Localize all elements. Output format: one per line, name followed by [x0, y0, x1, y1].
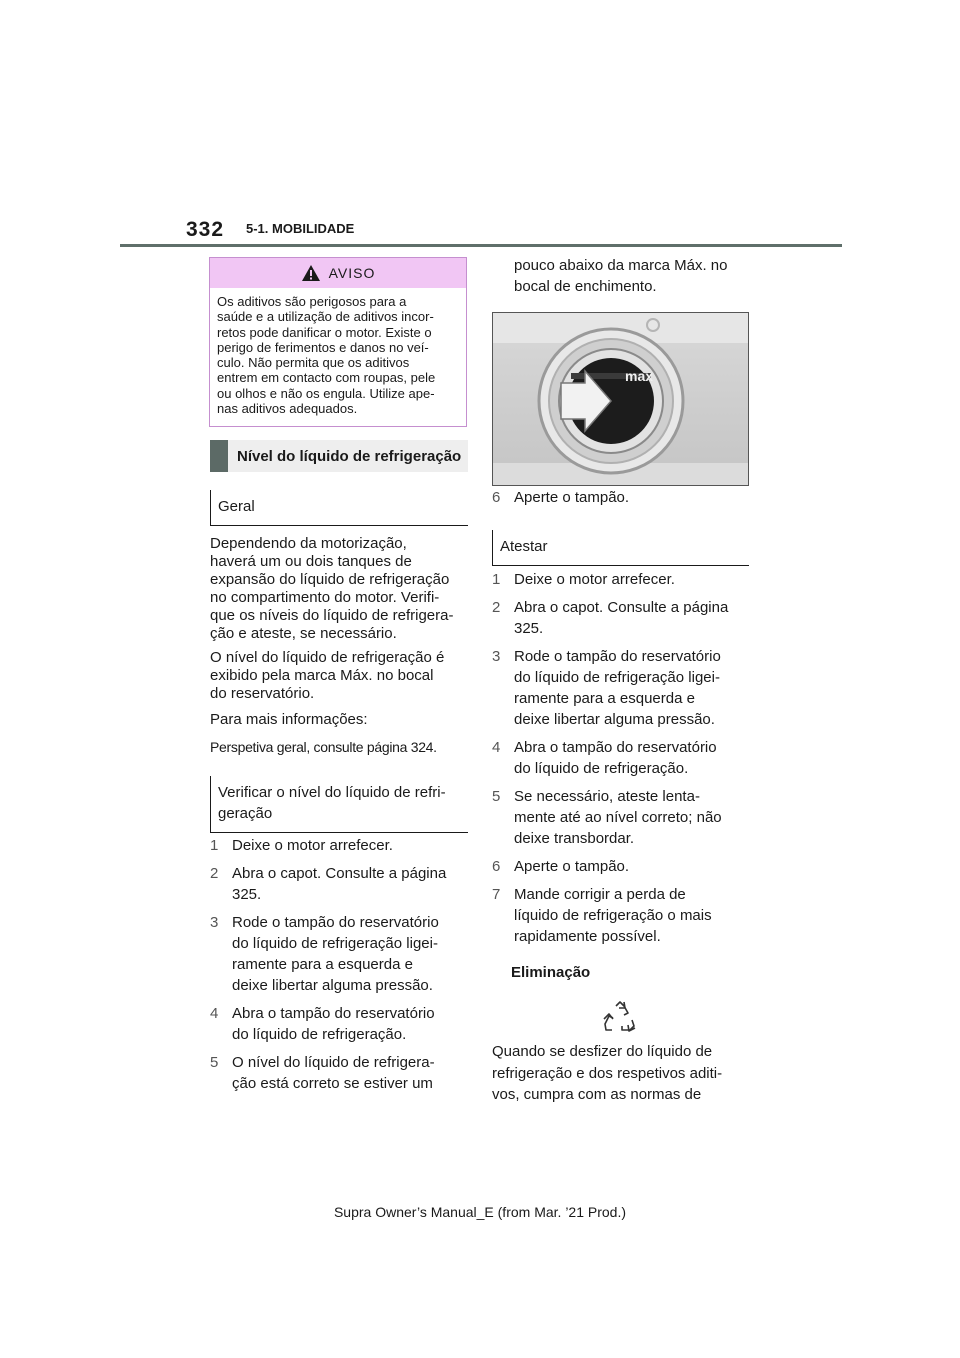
page-number: 332 [186, 218, 225, 241]
disposal-paragraph: Quando se desfizer do líquido de refrigeração e dos respetivos aditi- vos, cumpra com as normas de [492, 1043, 723, 1103]
check-steps [210, 835, 472, 1094]
section-heading: Nível do líquido de refrigeração [210, 440, 468, 472]
warning-header [210, 258, 466, 288]
list-item: 2 Abra o capot. Consulte a página 325. [492, 599, 729, 637]
step-continuation: pouco abaixo da marca Máx. no bocal de enchimento. [514, 257, 728, 295]
page-reference: Perspetiva geral, consulte página 324. [210, 739, 437, 755]
warning-text: Os aditivos são perigosos para a saúde e a utilização de aditivos incor- retos pode danificar o motor. Existe o perigo de ferimentos e danos no veí- culo. Não permita que os aditivos entrem em contacto com roupas, pele ou olhos e não os engula. Utilize ape- nas aditivos adequados. [217, 294, 436, 417]
general-paragraph-2: O nível do líquido de refrigeração é exibido pela marca Máx. no bocal do reservatório. [210, 649, 445, 702]
page-footer: Supra Owner’s Manual_E (from Mar. ’21 Prod.) [333, 1204, 627, 1220]
subheading-check: Verificar o nível do líquido de refri- geração [210, 776, 468, 833]
list-item: 1 Deixe o motor arrefecer. [210, 837, 393, 854]
list-item: 7 Mande corrigir a perda de líquido de refrigeração o mais rapidamente possível. [492, 886, 712, 945]
list-item: 4 Abra o tampão do reservatório do líquido de refrigeração. [210, 1005, 435, 1043]
recycle-icon [602, 1000, 638, 1036]
general-paragraph-1: Dependendo da motorização, haverá um ou dois tanques de expansão do líquido de refrigeração no compartimento do motor. Verifi- que os níveis do líquido de refrigera- ção e ateste, se necessário. [210, 535, 454, 642]
reservoir-cap-illustration [492, 312, 749, 486]
warning-triangle-icon [301, 264, 321, 282]
list-item: 5 O nível do líquido de refrigera- ção está correto se estiver um [210, 1054, 435, 1092]
warning-title: AVISO [328, 265, 376, 281]
list-item: 6 Aperte o tampão. [492, 489, 630, 506]
list-item: 5 Se necessário, ateste lenta- mente até ao nível correto; não deixe transbordar. [492, 788, 722, 847]
subheading-general: Geral [210, 490, 468, 526]
header-divider [120, 244, 842, 247]
fill-steps [492, 569, 754, 947]
list-item: 3 Rode o tampão do reservatório do líquido de refrigeração ligei- ramente para a esquerda e deixe libertar alguma pressão. [210, 914, 439, 994]
subheading-fill: Atestar [492, 530, 749, 566]
list-item: 3 Rode o tampão do reservatório do líquido de refrigeração ligei- ramente para a esquerda e deixe libertar alguma pressão. [492, 648, 721, 728]
disposal-heading: Eliminação [511, 964, 591, 981]
warning-box [209, 257, 467, 427]
list-item: 2 Abra o capot. Consulte a página 325. [210, 865, 447, 903]
list-item: 4 Abra o tampão do reservatório do líquido de refrigeração. [492, 739, 717, 777]
max-label: max [625, 368, 654, 384]
chapter-title: 5-1. MOBILIDADE [246, 221, 355, 236]
general-paragraph-3: Para mais informações: [210, 711, 368, 728]
list-item: 6 Aperte o tampão. [492, 858, 630, 875]
list-item: 1 Deixe o motor arrefecer. [492, 571, 675, 588]
